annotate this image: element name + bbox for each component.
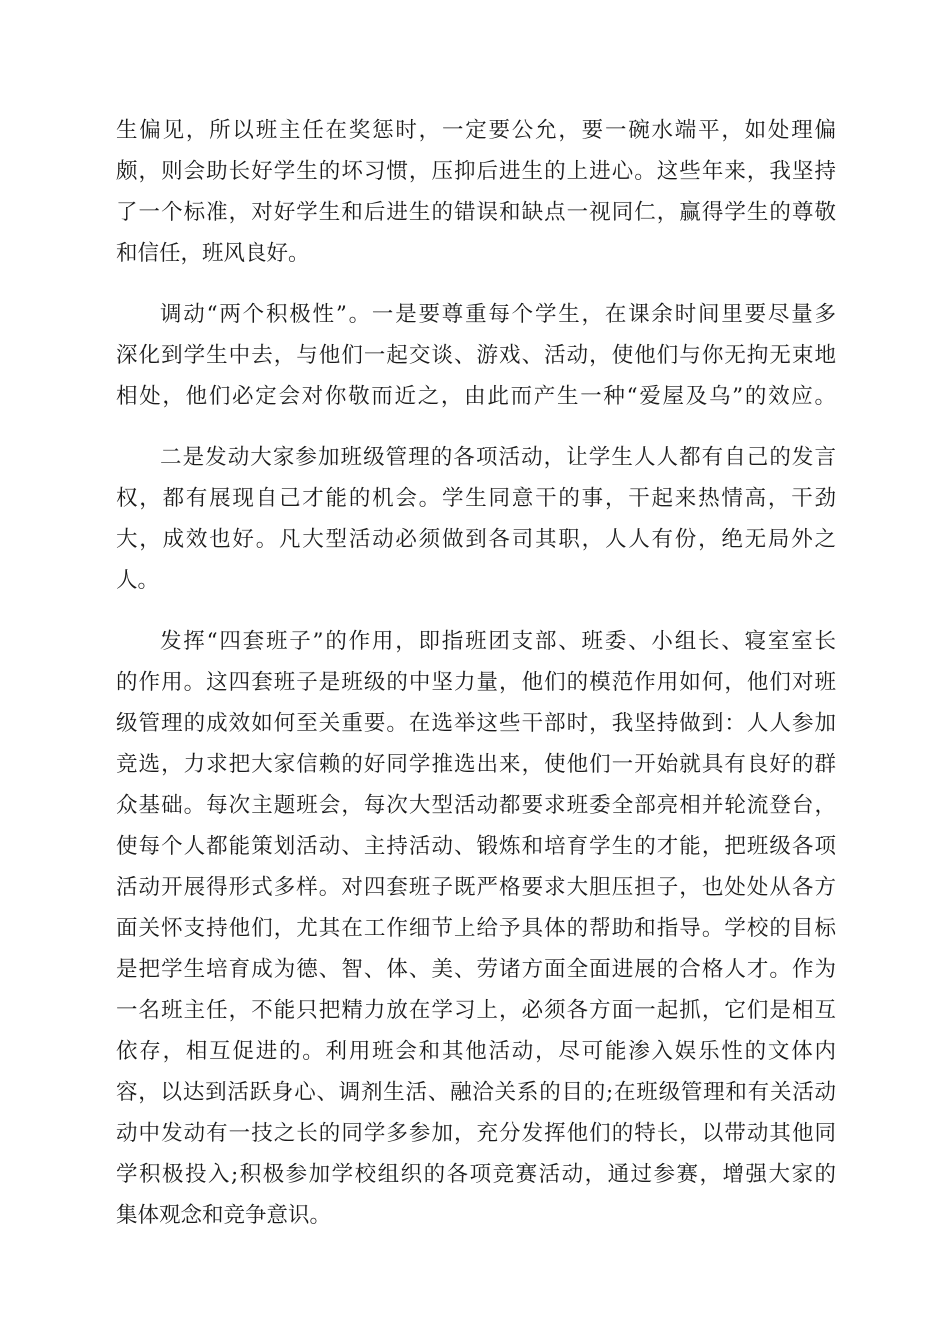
text-line: 的作用。这四套班子是班级的中坚力量，他们的模范作用如何，他们对班 <box>116 670 836 695</box>
text-line: 了一个标准，对好学生和后进生的错误和缺点一视同仁，赢得学生的尊敬 <box>116 200 836 225</box>
text-line: 和信任，班风良好。 <box>116 241 310 266</box>
text-line: 容，以达到活跃身心、调剂生活、融洽关系的目的;在班级管理和有关活动 <box>116 1080 836 1105</box>
text-line: 颇，则会助长好学生的坏习惯，压抑后进生的上进心。这些年来，我坚持 <box>116 159 836 184</box>
text-line: 使每个人都能策划活动、主持活动、锻炼和培育学生的才能，把班级各项 <box>116 834 836 859</box>
text-line: 深化到学生中去，与他们一起交谈、游戏、活动，使他们与你无拘无束地 <box>116 343 836 368</box>
text-line: 生偏见，所以班主任在奖惩时，一定要公允，要一碗水端平，如处理偏 <box>116 118 836 143</box>
text-line: 相处，他们必定会对你敬而近之，由此而产生一种“爱屋及乌”的效应。 <box>116 384 836 409</box>
text-line: 人。 <box>116 568 160 593</box>
text-line: 权，都有展现自己才能的机会。学生同意干的事，干起来热情高，干劲 <box>116 486 836 511</box>
text-line: 大，成效也好。凡大型活动必须做到各司其职，人人有份，绝无局外之 <box>116 527 836 552</box>
text-line: 学积极投入;积极参加学校组织的各项竞赛活动，通过参赛，增强大家的 <box>116 1162 836 1187</box>
text-line: 是把学生培育成为德、智、体、美、劳诸方面全面进展的合格人才。作为 <box>116 957 836 982</box>
text-line: 集体观念和竞争意识。 <box>116 1203 332 1228</box>
text-line: 竞选，力求把大家信赖的好同学推选出来，使他们一开始就具有良好的群 <box>116 752 836 777</box>
paragraph <box>116 437 836 601</box>
text-line: 发挥“四套班子”的作用，即指班团支部、班委、小组长、寝室室长 <box>160 629 836 654</box>
paragraph <box>116 294 836 417</box>
text-line: 动中发动有一技之长的同学多参加，充分发挥他们的特长，以带动其他同 <box>116 1121 836 1146</box>
text-line: 众基础。每次主题班会，每次大型活动都要求班委全部亮相并轮流登台， <box>116 793 836 818</box>
text-line: 二是发动大家参加班级管理的各项活动，让学生人人都有自己的发言 <box>160 445 836 470</box>
paragraph <box>116 621 836 1236</box>
text-line: 级管理的成效如何至关重要。在选举这些干部时，我坚持做到：人人参加 <box>116 711 836 736</box>
document-body <box>116 110 836 1256</box>
text-line: 一名班主任，不能只把精力放在学习上，必须各方面一起抓，它们是相互 <box>116 998 836 1023</box>
paragraph <box>116 110 836 274</box>
text-line: 活动开展得形式多样。对四套班子既严格要求大胆压担子，也处处从各方 <box>116 875 836 900</box>
text-line: 调动“两个积极性”。一是要尊重每个学生，在课余时间里要尽量多 <box>160 302 836 327</box>
text-line: 面关怀支持他们，尤其在工作细节上给予具体的帮助和指导。学校的目标 <box>116 916 836 941</box>
text-line: 依存，相互促进的。利用班会和其他活动，尽可能渗入娱乐性的文体内 <box>116 1039 836 1064</box>
